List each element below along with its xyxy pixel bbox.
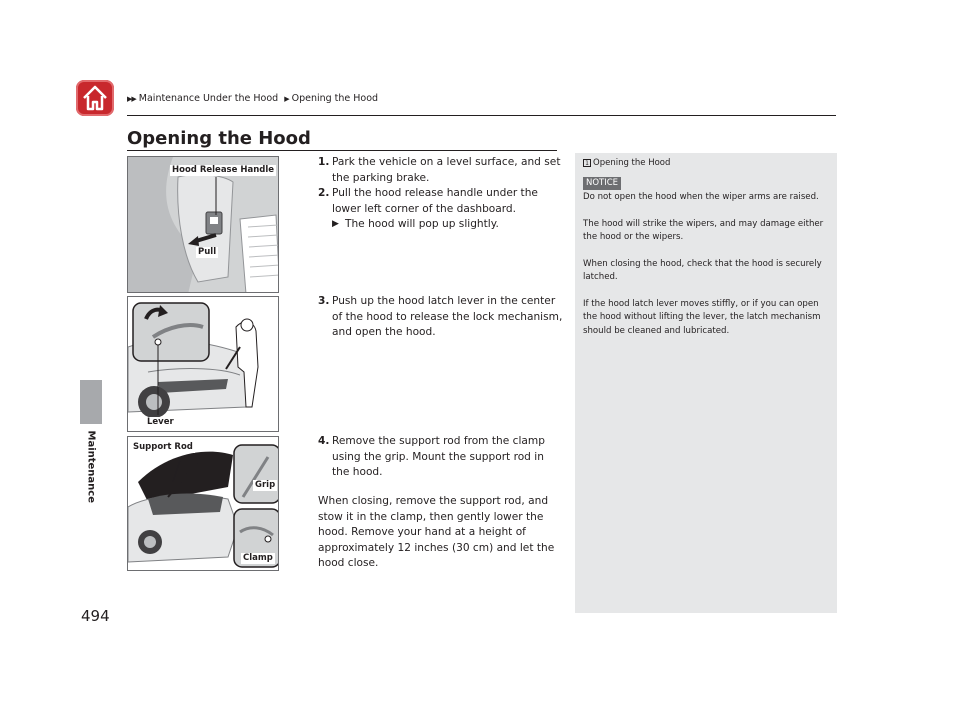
callout-hood-release-handle: Hood Release Handle [172, 165, 275, 175]
breadcrumb-arrow-icon: ▶ [284, 95, 289, 103]
steps-3 [318, 294, 564, 341]
header-divider [127, 115, 836, 116]
side-note-paragraph: If the hood latch lever moves stiffly, or if you can open the hood without lifting the lever, the latch mechanism should be cleaned and lubricated. [583, 299, 821, 336]
step-4 [318, 434, 564, 481]
step-number: 4. [318, 435, 330, 447]
side-note-paragraph: The hood will strike the wipers, and may damage either the hood or the wipers. [583, 219, 824, 243]
breadcrumb-current: Opening the Hood [291, 93, 379, 104]
step-text: Park the vehicle on a level surface, and set the parking brake. [332, 156, 561, 184]
notice-badge: NOTICE [583, 177, 621, 190]
breadcrumb-link-maintenance-under-hood[interactable]: Maintenance Under the Hood [138, 93, 279, 104]
callout-lever: Lever [147, 417, 174, 427]
figure-hood-latch-lever [127, 296, 279, 432]
side-note-paragraph: When closing the hood, check that the hood is securely latched. [583, 259, 822, 283]
step-number: 2. [318, 187, 330, 199]
result-text: The hood will pop up slightly. [345, 218, 499, 230]
hood-latch-illustration [128, 297, 279, 432]
step-3 [318, 294, 564, 341]
section-tab-marker[interactable] [80, 380, 102, 424]
step-text: Push up the hood latch lever in the center of the hood to release the lock mechanism, and open the hood. [332, 295, 563, 338]
page-title: Opening the Hood [127, 128, 311, 149]
step-number: 3. [318, 295, 330, 307]
step-text: Pull the hood release handle under the lower left corner of the dashboard. [332, 187, 538, 215]
step-number: 1. [318, 156, 330, 168]
home-icon [81, 84, 109, 112]
figure-hood-release-handle [127, 156, 279, 293]
breadcrumb-arrow-icon: ▶▶ [127, 95, 136, 103]
breadcrumb [127, 93, 378, 104]
figure-support-rod [127, 436, 279, 571]
callout-clamp: Clamp [243, 553, 273, 563]
result-arrow-icon: ▶ [332, 219, 338, 229]
step-2-result [332, 217, 564, 233]
home-button[interactable] [76, 80, 114, 116]
callout-support-rod: Support Rod [133, 442, 193, 452]
callout-pull: Pull [198, 247, 217, 257]
closing-instructions: When closing, remove the support rod, and stow it in the clamp, then gently lower the hood. Remove your hand at a height of approximately 12 inches (30 cm) and let the hood close. [318, 495, 555, 569]
side-note-paragraph: Do not open the hood when the wiper arms are raised. [583, 192, 819, 202]
hood-release-illustration [128, 157, 279, 293]
side-note-panel [575, 153, 837, 613]
steps-4 [318, 434, 564, 481]
side-note-heading: 1 Opening the Hood [583, 158, 670, 168]
step-1 [318, 155, 564, 186]
support-rod-illustration [128, 437, 279, 571]
callout-grip: Grip [255, 480, 276, 490]
steps-1-2 [318, 155, 564, 233]
step-2 [318, 186, 564, 217]
reference-marker-icon: 1 [583, 159, 591, 167]
page-number: 494 [81, 607, 110, 625]
section-tab-label: Maintenance [85, 430, 97, 504]
title-divider [127, 150, 557, 151]
step-text: Remove the support rod from the clamp using the grip. Mount the support rod in the hood. [332, 435, 545, 478]
